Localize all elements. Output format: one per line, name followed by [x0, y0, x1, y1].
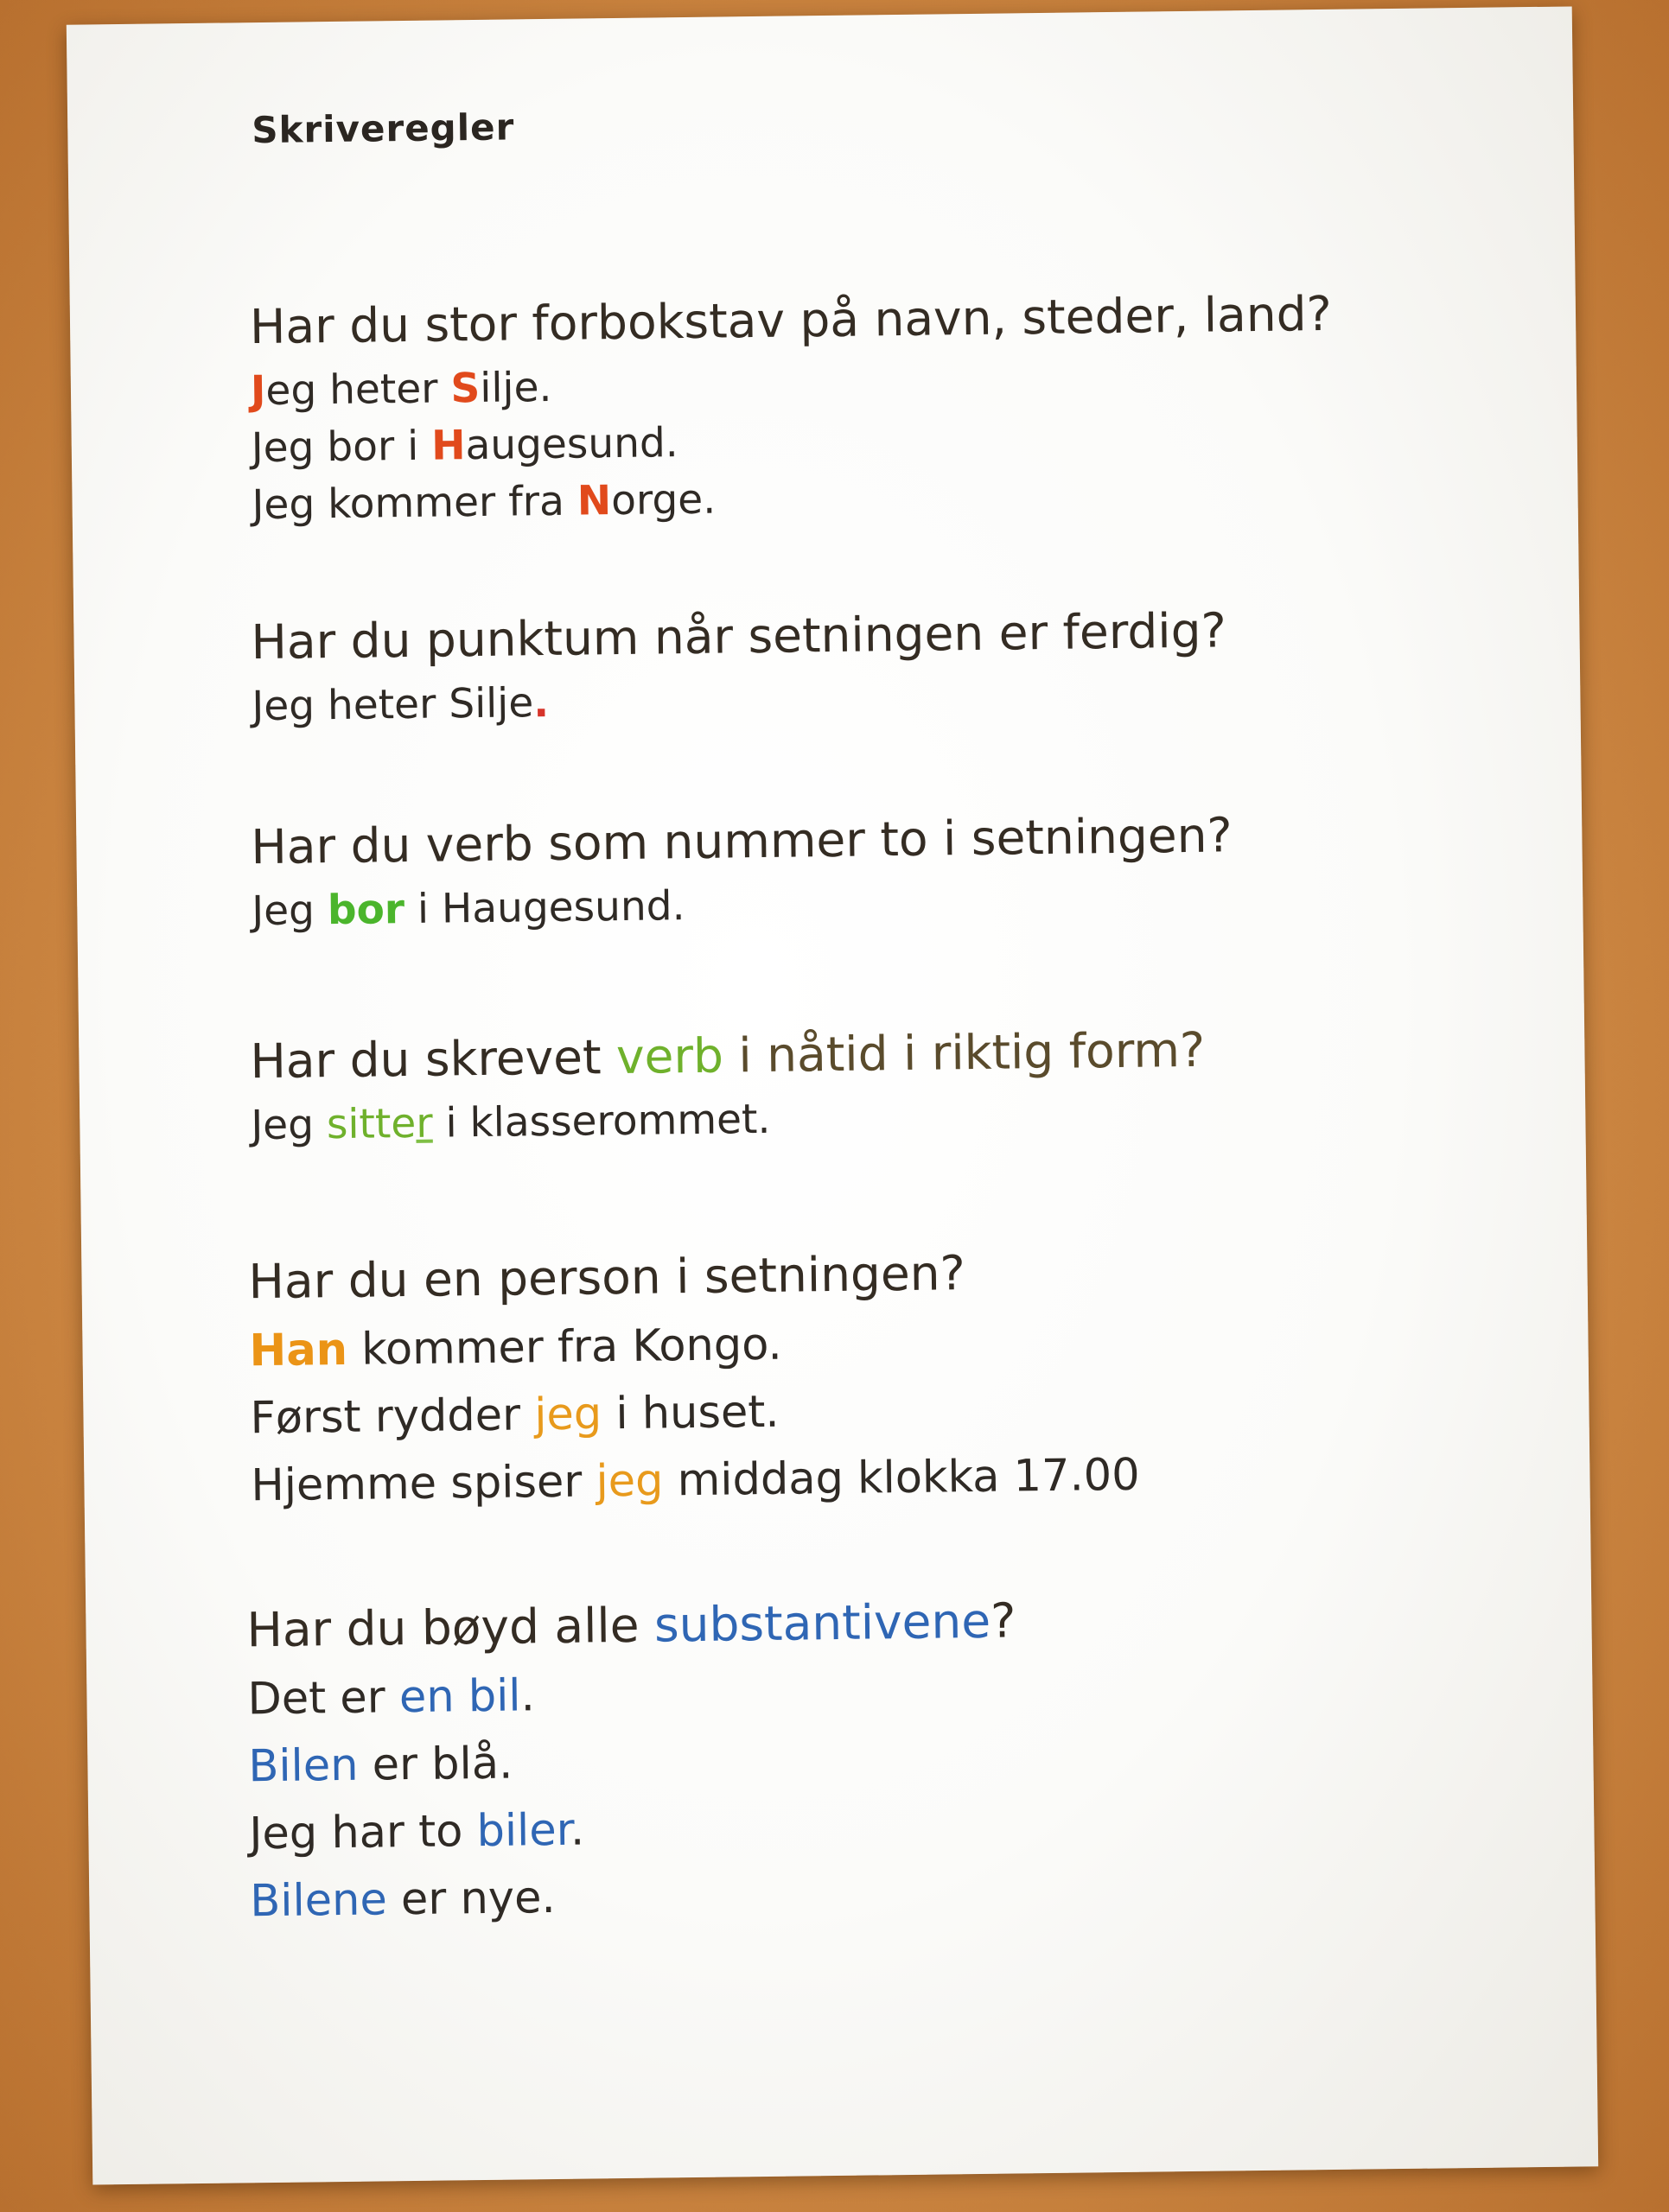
highlight-capital: S	[450, 364, 481, 413]
highlight-verb: verb	[615, 1027, 724, 1085]
example-line: Det er en bil.	[247, 1670, 536, 1726]
highlight-person: jeg	[533, 1389, 602, 1441]
example-line: Jeg heter Silje.	[250, 363, 552, 416]
example-line: Jeg heter Silje.	[252, 678, 550, 731]
rule-question: Har du bøyd alle substantivene?	[246, 1592, 1016, 1658]
highlight-capital: J	[250, 366, 266, 416]
example-line: Jeg sitter i klasserommet.	[251, 1095, 771, 1150]
highlight-verb: sitte	[326, 1099, 417, 1149]
rule-nouns	[246, 1576, 1669, 1936]
example-line: Jeg har to biler.	[249, 1804, 585, 1860]
highlight-noun: Bilen	[248, 1739, 359, 1793]
rule-question: Har du en person i setningen?	[248, 1245, 966, 1310]
rule-verb-position	[251, 793, 1669, 940]
document-title: Skriveregler	[251, 105, 515, 152]
highlight-verb-ending: r	[415, 1099, 433, 1147]
example-line: Jeg bor i Haugesund.	[251, 419, 679, 473]
rule-period	[251, 588, 1669, 735]
rule-question: Har du stor forbokstav på navn, steder, land?	[249, 285, 1333, 355]
example-line: Bilen er blå.	[248, 1738, 513, 1793]
highlight-noun: substantivene	[653, 1592, 991, 1653]
rule-capital-letters	[250, 273, 1669, 534]
highlight-noun: en bil	[398, 1670, 521, 1724]
example-line: Hjemme spiser jeg middag klokka 17.00	[251, 1449, 1140, 1512]
highlight-noun: biler	[476, 1804, 571, 1858]
rule-question: Har du skrevet verb i nåtid i riktig form?	[250, 1021, 1206, 1090]
rule-question: Har du verb som nummer to i setningen?	[251, 807, 1233, 875]
example-line: Jeg bor i Haugesund.	[252, 882, 685, 936]
example-line: Bilene er nye.	[249, 1872, 556, 1928]
example-line: Først rydder jeg i huset.	[250, 1386, 780, 1445]
example-line: Han kommer fra Kongo.	[249, 1319, 783, 1377]
paper-sheet	[67, 6, 1598, 2184]
example-line: Jeg kommer fra Norge.	[252, 475, 717, 530]
rule-person	[248, 1228, 1669, 1520]
highlight-capital: N	[577, 477, 612, 525]
highlight-capital: H	[430, 422, 466, 470]
rule-question: Har du punktum når setningen er ferdig?	[251, 602, 1227, 671]
highlight-person: jeg	[596, 1455, 664, 1508]
highlight-noun: Bilene	[249, 1874, 388, 1928]
rule-verb-tense	[250, 1007, 1669, 1154]
highlight-period: .	[532, 678, 550, 728]
highlight-person: Han	[249, 1324, 348, 1377]
highlight-verb: bor	[327, 886, 405, 935]
